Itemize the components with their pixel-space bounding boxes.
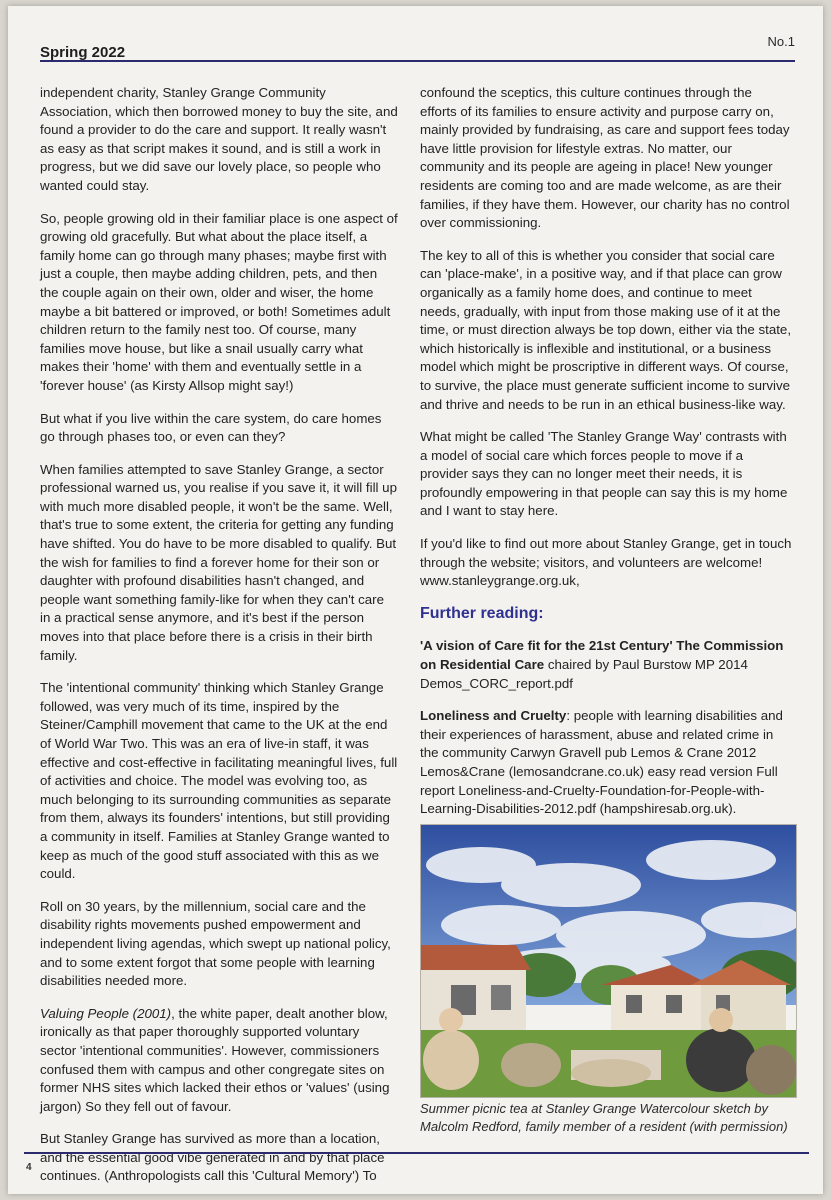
watercolour-sketch xyxy=(420,824,797,1098)
reference-2-title: Loneliness and Cruelty xyxy=(420,708,567,724)
paragraph-text: , the white paper, dealt another blow, ironically as that paper thoroughly supported voluntary sector 'intentional communities'. However, commissioners confused them with campus and other congregate sites on former NHS sites which lacked their ethos or 'values' (using jargon) So they fell out of favour. xyxy=(40,1005,390,1114)
paragraph: But Stanley Grange has survived as more than a location, and the essential good vibe generated in and by that place continues. (Anthropologists call this 'Cultural Memory') To xyxy=(40,1131,385,1184)
reference-1-details: chaired by Paul Burstow MP 2014 Demos_CORC_report.pdf xyxy=(420,657,748,691)
paragraph: What might be called 'The Stanley Grange Way' contrasts with a model of social care which forces people to move if a provider says they can no longer meet their needs, it is profoundly empowering in that people can say this is my home and I want to stay here. xyxy=(420,429,788,519)
paragraph: Roll on 30 years, by the millennium, social care and the disability rights movements pushed empowerment and independent living agendas, which swept up national policy, and to some extent forgot that some people with learning disabilities needed more. xyxy=(40,898,391,989)
footer-rule xyxy=(24,1152,809,1154)
issue-number: No.1 xyxy=(767,34,795,49)
issue-season: Spring 2022 xyxy=(40,44,126,61)
left-column xyxy=(40,84,398,1194)
paragraph: If you'd like to find out more about Stanley Grange, get in touch through the website; visitors, and volunteers are welcome! www.stanleygrange.org.uk, xyxy=(420,536,792,589)
paragraph: confound the sceptics, this culture continues through the efforts of its families to ensure activity and purpose carry on, mainly provided by fundraising, as care and support fees today have little provision for lifestyle extras. No matter, our community and its people are ageing in place! New younger residents are coming too and are made welcome, as are their families, if they have them. However, our charity has no control over commissioning. xyxy=(420,85,790,231)
paragraph: independent charity, Stanley Grange Community Association, which then borrowed money to buy the site, and found a provider to do the care and support. It really wasn't as easy as that script makes it sound, and is still a work in progress, but we did save our lovely place, so people who wanted could stay. xyxy=(40,85,398,193)
reference-2 xyxy=(420,707,792,819)
further-reading-heading: Further reading: xyxy=(420,604,544,622)
paragraph: So, people growing old in their familiar place is one aspect of growing old gracefully. But what about the place itself, a family home can go through many phases; maybe first with just a couple, then maybe adding children, pets, and then the couple again on their own, older and wiser, the home maybe a bit battered or improved, or both! Sometimes adult children return to the family nest too. Of course, many families move house, but like a snail usually carry what makes their 'home' with them and eventually settle in a 'forever house' (as Kirsty Allsop might say!) xyxy=(40,210,398,393)
paragraph: But what if you live within the care system, do care homes go through phases too, or even can they? xyxy=(40,410,382,445)
page-number: 4 xyxy=(26,1162,32,1173)
white-paper-title: Valuing People (2001) xyxy=(40,1005,172,1021)
reference-2-details: : people with learning disabilities and their experiences of harassment, abuse and related crime in the community Carwyn Gravell pub Lemos & Crane 2012 Lemos&Crane (lemosandcrane.co.uk) easy read version Full report Loneliness-and-Cruelty-Foundation-for-People-with-Learning-Disabilities-2012.pdf (hampshiresab.org.uk). xyxy=(420,708,783,817)
page-header xyxy=(40,34,795,68)
paragraph xyxy=(40,1005,398,1117)
sketch-caption: Summer picnic tea at Stanley Grange Watercolour sketch by Malcolm Redford, family member of a resident (with permission) xyxy=(420,1101,788,1134)
reference-1 xyxy=(420,637,792,693)
paragraph: The 'intentional community' thinking which Stanley Grange followed, was very much of its time, inspired by the Steiner/Camphill movement that came to the UK at the end of World War Two. This was an era of live-in staff, it was effective and cost-effective in facilitating meaningful lives, full of activities and choice. The model was evolving too, as much belonging to its surrounding communities as separate from them, always its founders' intentions, but still providing a community in itself. Families at Stanley Grange wanted to keep as much of the good stuff associated with this as we could. xyxy=(40,680,398,882)
right-column xyxy=(420,84,792,833)
paragraph: When families attempted to save Stanley Grange, a sector professional warned us, you realise if you save it, it will fill up with much more disabled people, it won't be the same. Well, that's true to some extent, the criteria for getting any funding have shifted. You do have to be more disabled to qualify. But the wish for families to find a forever home for their son or daughter with profound disabilities hasn't changed, and people want something family-like for when they can't care in a practical sense anymore, and it's best if the person moves into that place before there is a crisis in their birth family. xyxy=(40,461,397,663)
reference-1-title: 'A vision of Care fit for the 21st Century' The Commission on Residential Care xyxy=(420,638,784,673)
header-rule xyxy=(40,60,795,62)
paragraph: The key to all of this is whether you consider that social care can 'place-make', in a positive way, and if that place can grow organically as a family home does, and continue to meet needs, gradually, with input from those making use of it at the time, or must direction always be top down, either via the state, which historically is inflexible and institutional, or a business model which might be proscriptive in different ways. Of course, to survive, the place must generate sufficient income to survive and thrive and needs to be run in an ethical business-like way. xyxy=(420,247,792,412)
newsletter-page xyxy=(8,6,823,1194)
